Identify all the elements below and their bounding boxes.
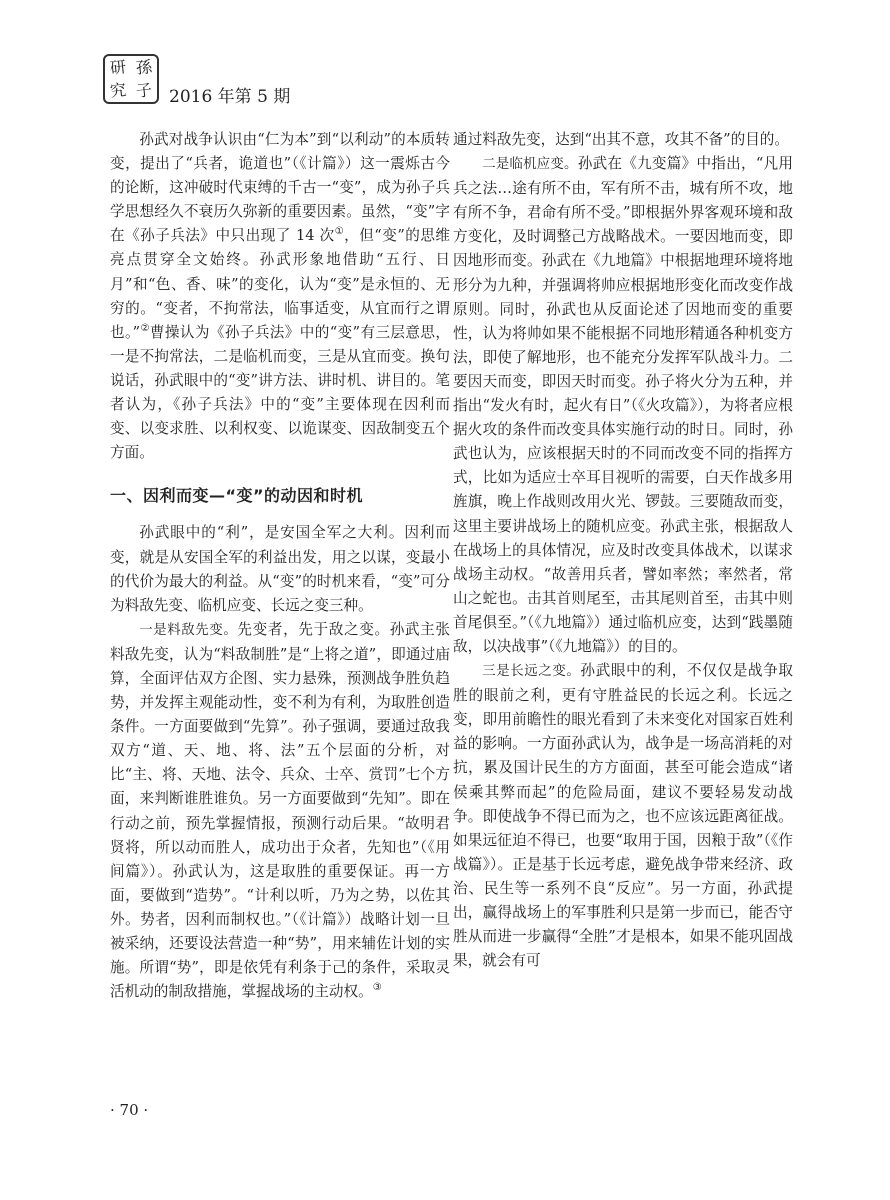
footnote-ref: ①: [334, 226, 345, 238]
paragraph: 通过料敌先变，达到“出其不意，攻其不备”的目的。: [453, 131, 789, 148]
footnote-ref: ③: [372, 982, 382, 994]
right-column: [453, 128, 793, 973]
logo-char: 研: [108, 56, 127, 78]
logo-char: 子: [134, 79, 153, 101]
section-heading: 一、因利而变—“变”的动因和时机: [110, 486, 364, 506]
page-header: [103, 48, 803, 110]
paragraph: 三是长远之变。孙武眼中的利，不仅仅是战争取胜的眼前之利，更有守胜益民的长远之利。长远之变，即用前瞻性的眼光看到了未来变化对国家百姓利益的影响。一方面孙武认为，战争是一场高消耗的对抗，累及国计民生的方方面面，甚至可能会造成“诸侯乘其弊而起”的危险局面，建议不要轻易发动战争。即使战争不得已而为之，也不应该远距离征战。如果远征迫不得已，也要“取用于国，因粮于敌”（《作战篇》）。正是基于长远考虑，避免战争带来经济、政治、民生等一系列不良“反应”。另一方面，孙武提出，赢得战场上的军事胜利只是第一步而已，能否守胜从而进一步赢得“全胜”才是根本，如果不能巩固战果，就会有可: [453, 662, 793, 970]
paragraph: 孙武眼中的“利”，是安国全军之大利。因利而变，就是从安国全军的利益出发，用之以谋，变最小的代价为最大的利益。从“变”的时机来看，“变”可分为料敌先变、临机应变、长远之变三种。: [110, 524, 450, 614]
footnote-ref: ②: [140, 322, 150, 334]
subsection-lead: 一是料敌先变。: [139, 622, 238, 638]
paragraph: 二是临机应变。孙武在《九变篇》中指出，“凡用兵之法…途有所不由，军有所不击，城有所不攻，地有所不争，君命有所不受。”即根据外界客观环境和敌方变化，及时调整己方战略战术。一要因地而变，即因地形而变。孙武在《九地篇》中根据地理环境将地形分为九种，并强调将帅应根据地形变化而改变作战原则。同时，孙武也从反面论述了因地而变的重要性，认为将帅如果不能根据不同地形精通各种机变方法，即使了解地形，也不能充分发挥军队战斗力。二要因天而变，即因天时而变。孙子将火分为五种，并指出“发火有时，起火有日”（《火攻篇》），为将者应根据火攻的条件而改变具体实施行动的时日。同时，孙武也认为，应该根据天时的不同而改变不同的指挥方式，比如为适应士卒耳目视听的需要，白天作战多用旌旗，晚上作战则改用火光、锣鼓。三要随敌而变，这里主要讲战场上的随机应变。孙武主张，根据敌人在战场上的具体情况，应及时改变具体战术，以谋求战场主动权。“故善用兵者，譬如率然；率然者，常山之蛇也。击其首则尾至，击其尾则首至，击其中则首尾俱至。”（《九地篇》）通过临机应变，达到“践墨随敌，以决战事”（《九地篇》）的目的。: [453, 155, 793, 655]
paragraph: 孙武对战争认识由“仁为本”到“以利动”的本质转变，提出了“兵者，诡道也”（《计篇》）这一震烁古今的论断，这冲破时代束缚的千古一“变”，成为孙子兵学思想经久不衰历久弥新的重要因素。虽然，“变”字在《孙子兵法》中只出现了 14 次①，但“变”的思维亮点贯穿全文始终。孙武形象地借助“五行、日月”和“色、香、味”的变化，认为“变”是永恒的、无穷的。“变者，不拘常法，临事适变，从宜而行之谓也。”②曹操认为《孙子兵法》中的“变”有三层意思，一是不拘常法，二是临机而变，三是从宜而变。换句说话，孙武眼中的“变”讲方法、讲时机、讲目的。笔者认为，《孙子兵法》中的“变”主要体现在因利而变、以变求胜、以利权变、以诡谋变、因敌制变五个方面。: [110, 131, 450, 462]
paragraph: 一是料敌先变。先变者，先于敌之变。孙武主张料敌先变，认为“料敌制胜”是“上将之道”，即通过庙算，全面评估双方企图、实力悬殊，预测战争胜负趋势，并发挥主观能动性，变不利为有利，为取胜创造条件。一方面要做到“先算”。孙子强调，要通过敌我双方“道、天、地、将、法”五个层面的分析，对比“主、将、天地、法令、兵众、士卒、赏罚”七个方面，来判断谁胜谁负。另一方面要做到“先知”。即在行动之前，预先掌握情报，预测行动后果。“故明君贤将，所以动而胜人，成功出于众者，先知也”（《用间篇》）。孙武认为，这是取胜的重要保证。再一方面，要做到“造势”。“计利以听，乃为之势，以佐其外。势者，因利而制权也。”（《计篇》）战略计划一旦被采纳，还要设法营造一种“势”，用来辅佐计划的实施。所谓“势”，即是依凭有利条于己的条件，采取灵活机动的制敌措施，掌握战场的主动权。③: [110, 620, 450, 1001]
subsection-lead: 二是临机应变。: [482, 157, 578, 173]
left-column: [110, 128, 450, 1004]
issue-label: 2016 年第 5 期: [169, 87, 291, 107]
subsection-lead: 三是长远之变。: [482, 664, 581, 680]
page-number: · 70 ·: [110, 1101, 149, 1119]
journal-logo: [103, 54, 159, 104]
logo-char: 究: [108, 79, 127, 101]
logo-char: 孫: [134, 56, 153, 78]
